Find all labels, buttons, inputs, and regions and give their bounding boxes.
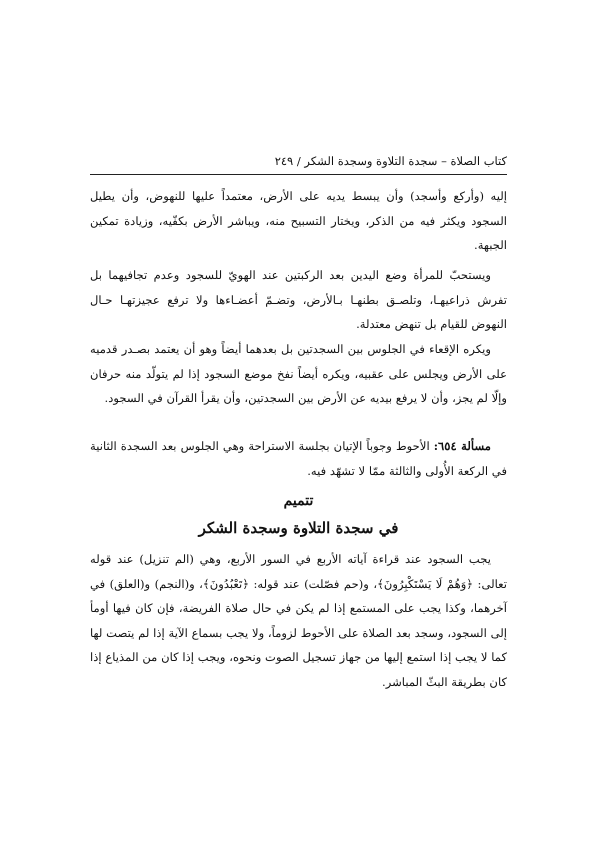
section-heading-tatmeem: تتميم <box>283 493 314 509</box>
running-header: كتاب الصلاة – سجدة التلاوة وسجدة الشكر / ٢٤٩ <box>274 154 507 168</box>
paragraph-3-text: ويكره الإقعاء في الجلوس بين السجدتين بل بعدهما أيضاً وهو أن يعتمد بصـدر قدميه على الأرض ويجلس على عقبيه، ويكره أيضاً نفخ موضع السجود إذا لم يتولّد منه حرفان وإلّا لم يجز، وأن لا يرفع بيديه عن الأرض بين السجدتين، وأن يقرأ القرآن في السجود. <box>90 342 507 405</box>
paragraph-2 <box>90 263 507 337</box>
document-page <box>90 0 507 843</box>
masala-body: الأحوط وجوباً الإتيان بجلسة الاستراحة وهي الجلوس بعد السجدة الثانية في الركعة الأُولى والثالثة ممّا لا تشهّد فيه. <box>90 439 507 478</box>
paragraph-2-text: ويستحبّ للمرأة وضع اليدين بعد الركبتين عند الهويّ للسجود وعدم تجافيهما بل تفرش ذراعيهـا، وتلصـق بطنهـا بـالأرض، وتضـمّ أعضـاءها ولا ترفع عجيزتهـا حـال النهوض للقيام بل تنهض معتدلة. <box>90 268 507 331</box>
paragraph-5-text: يجب السجود عند قراءة آياته الأربع في السور الأربع، وهي (الم تنزيل) عند قوله تعالى: ﴿وَهُمْ لَا يَسْتَكْبِرُونَ﴾، و(حم فصّلت) عند قوله: ﴿تَعْبُدُونَ﴾، و(النجم) و(العلق) في آخرهما، وكذا يجب على المستمع إذا لم يكن في حال صلاة الفريضة، فإن كان فيها أومأ إلى السجود، وسجد بعد الصلاة على الأحوط لزوماً، ولا يجب بسماع الآية إذا لم يتصت لها كما لا يجب إذا استمع إليها من جهاز تسجيل الصوت ونحوه، ويجب إذا كان من المذياع إذا كان بطريقة البثّ المباشر. <box>90 552 507 689</box>
paragraph-1 <box>90 184 507 258</box>
masala-654-text <box>90 434 507 483</box>
paragraph-5 <box>90 547 507 694</box>
header-divider <box>90 174 507 175</box>
masala-number: مسألة ٦٥٤: <box>433 439 491 453</box>
section-heading-subtitle: في سجدة التلاوة وسجدة الشكر <box>198 519 399 537</box>
paragraph-1-text: إليه (وأركع وأسجد) وأن يبسط يديه على الأرض، معتمداً عليها للنهوض، وأن يطيل السجود ويكثر فيه من الذكر، ويختار التسبيح منه، ويباشر الأرض بكفّيه، وزيادة تمكين الجبهة. <box>90 189 507 252</box>
paragraph-3 <box>90 337 507 411</box>
masala-654 <box>90 434 507 483</box>
